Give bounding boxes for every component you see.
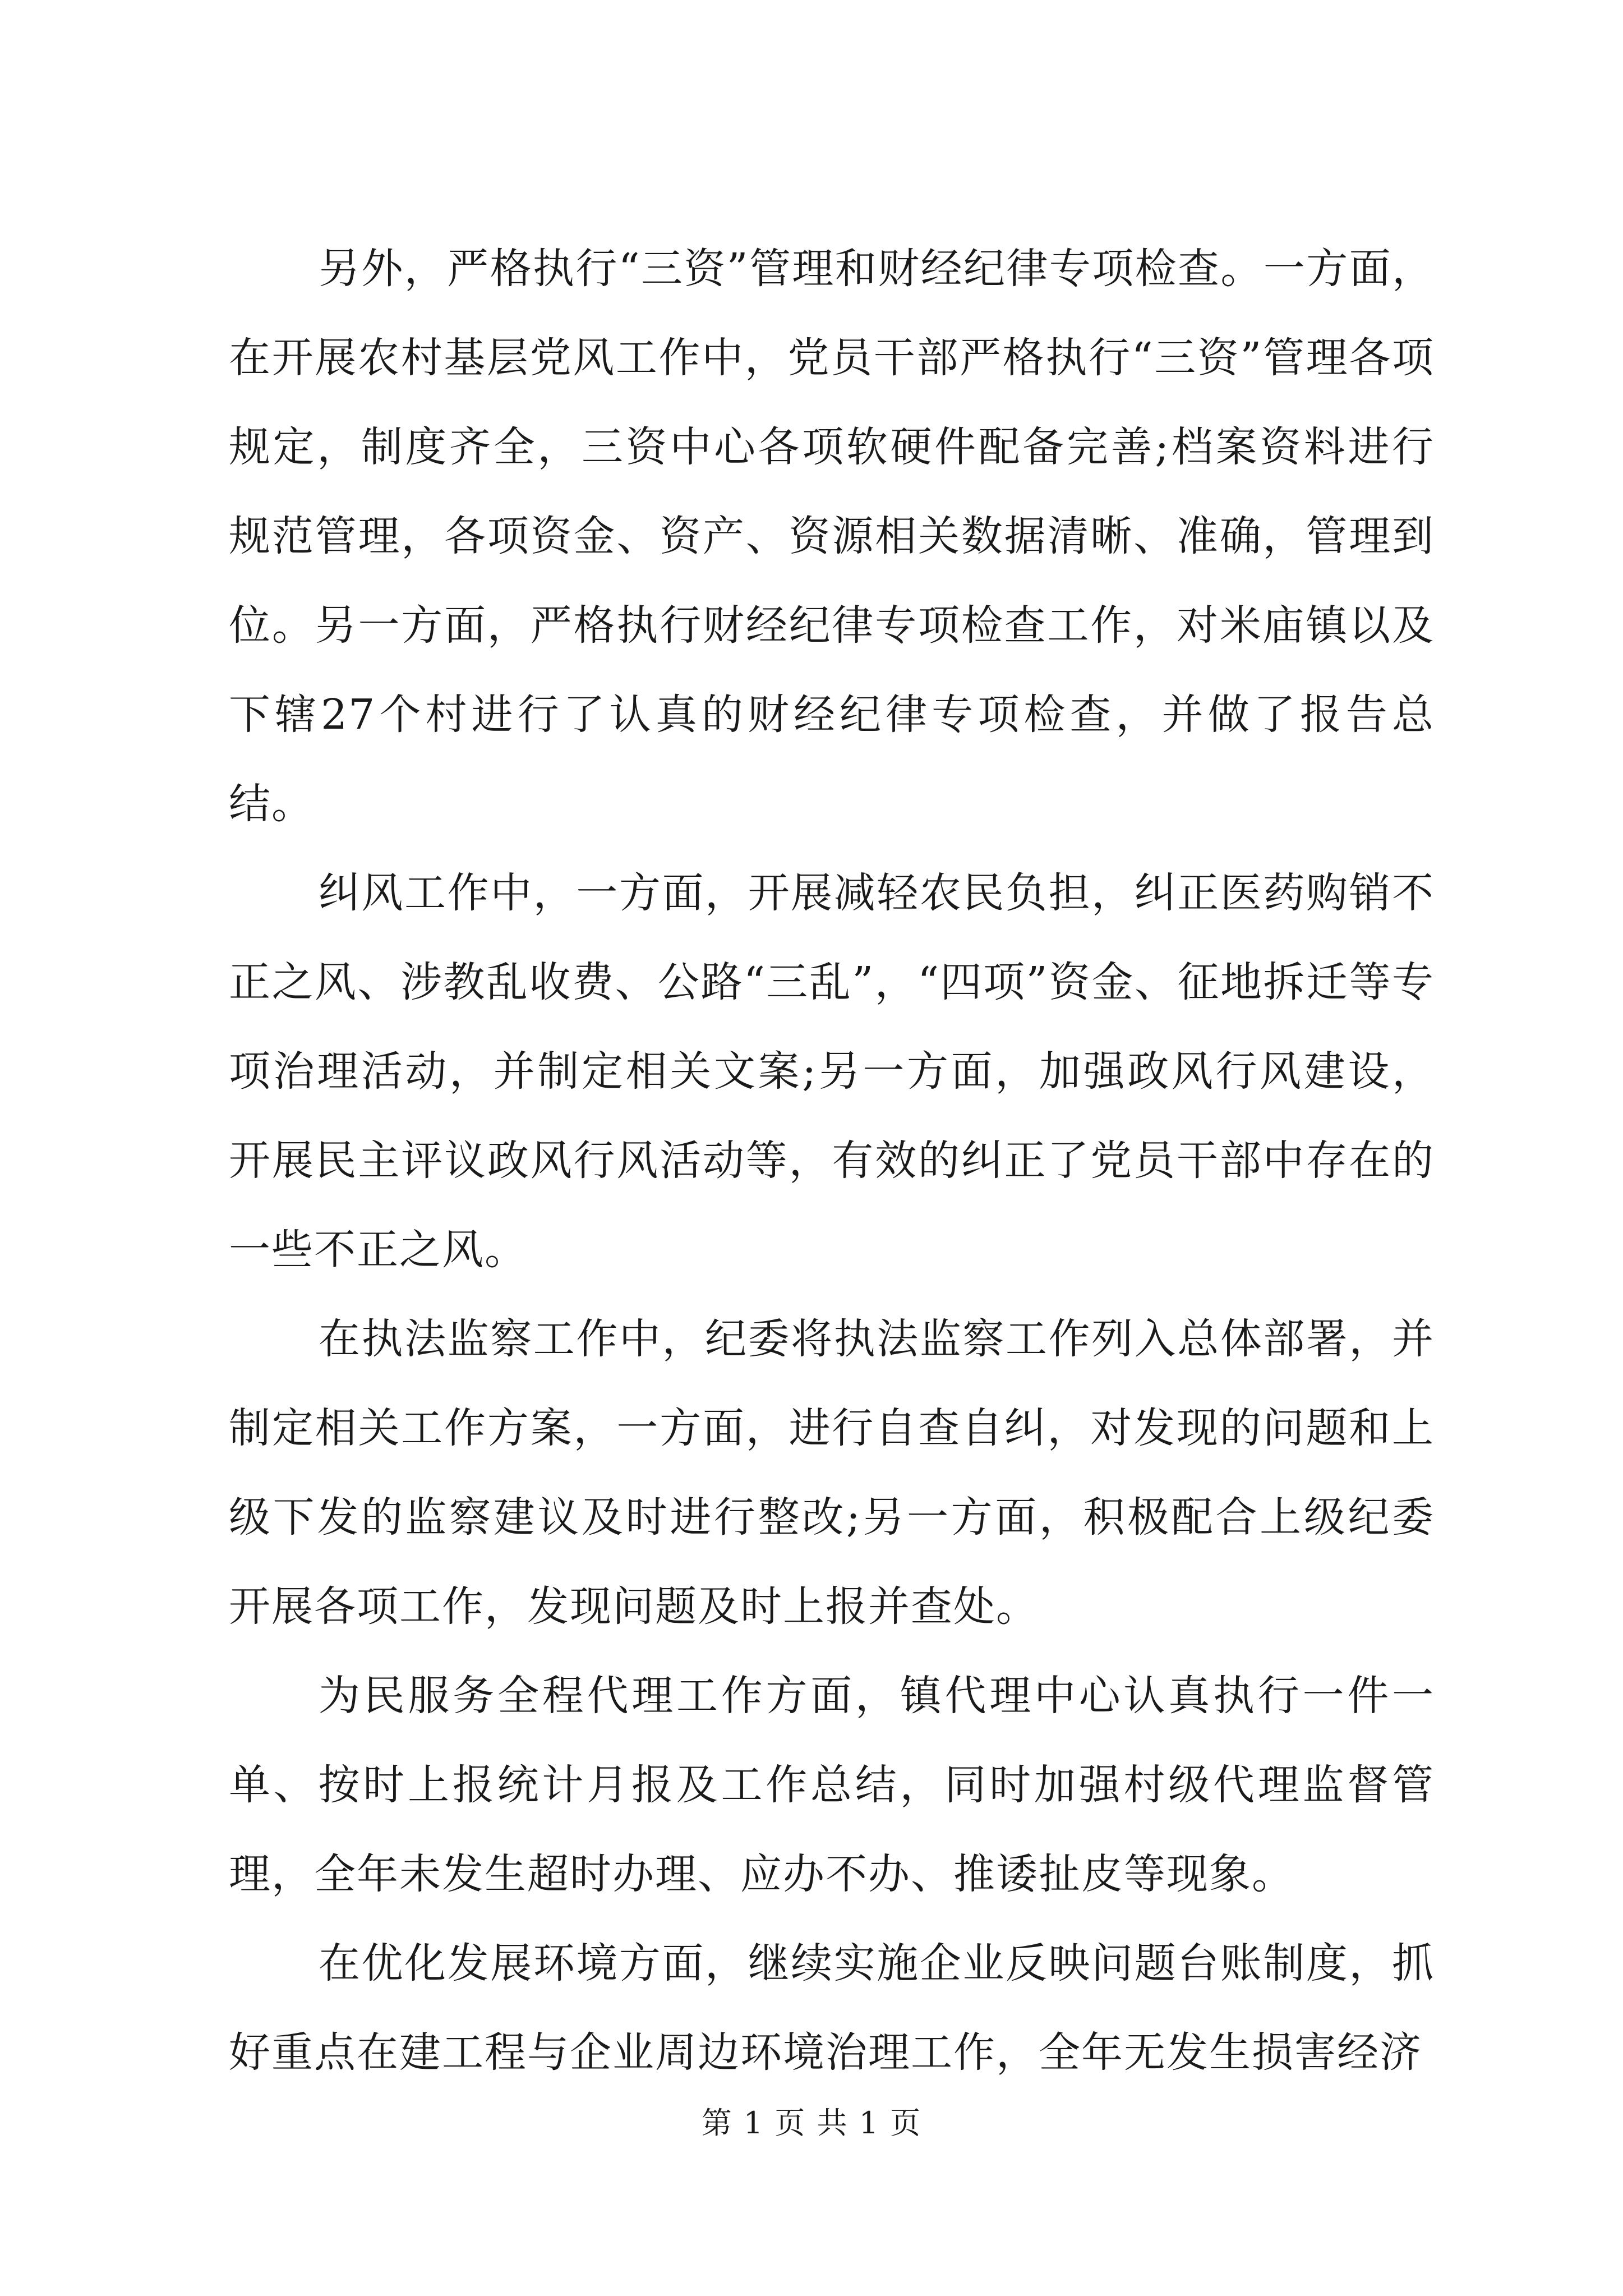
- paragraph-3: 在执法监察工作中，纪委将执法监察工作列入总体部署，并制定相关工作方案，一方面，进行自查自纠，对发现的问题和上级下发的监察建议及时进行整改;另一方面，积极配合上级纪委开展各项工作，发现问题及时上报并查处。: [229, 1315, 1435, 1631]
- paragraph-1: 另外，严格执行“三资”管理和财经纪律专项检查。一方面，在开展农村基层党风工作中，党员干部严格执行“三资”管理各项规定，制度齐全，三资中心各项软硬件配备完善;档案资料进行规范管理，各项资金、资产、资源相关数据清晰、准确，管理到位。另一方面，严格执行财经纪律专项检查工作，对米庙镇以及下辖27个村进行了认真的财经纪律专项检查，并做了报告总结。: [229, 245, 1435, 828]
- page-footer: 第 1 页 共 1 页: [701, 2105, 922, 2141]
- document-body: [229, 224, 1435, 2097]
- paragraph-2: 纠风工作中，一方面，开展减轻农民负担，纠正医药购销不正之风、涉教乱收费、公路“三乱”，“四项”资金、征地拆迁等专项治理活动，并制定相关文案;另一方面，加强政风行风建设，开展民主评议政风行风活动等，有效的纠正了党员干部中存在的一些不正之风。: [229, 869, 1435, 1274]
- paragraph-4: 为民服务全程代理工作方面，镇代理中心认真执行一件一单、按时上报统计月报及工作总结，同时加强村级代理监督管理，全年未发生超时办理、应办不办、推诿扯皮等现象。: [229, 1672, 1435, 1898]
- paragraph-5: 在优化发展环境方面，继续实施企业反映问题台账制度，抓好重点在建工程与企业周边环境治理工作，全年无发生损害经济: [229, 1939, 1435, 2077]
